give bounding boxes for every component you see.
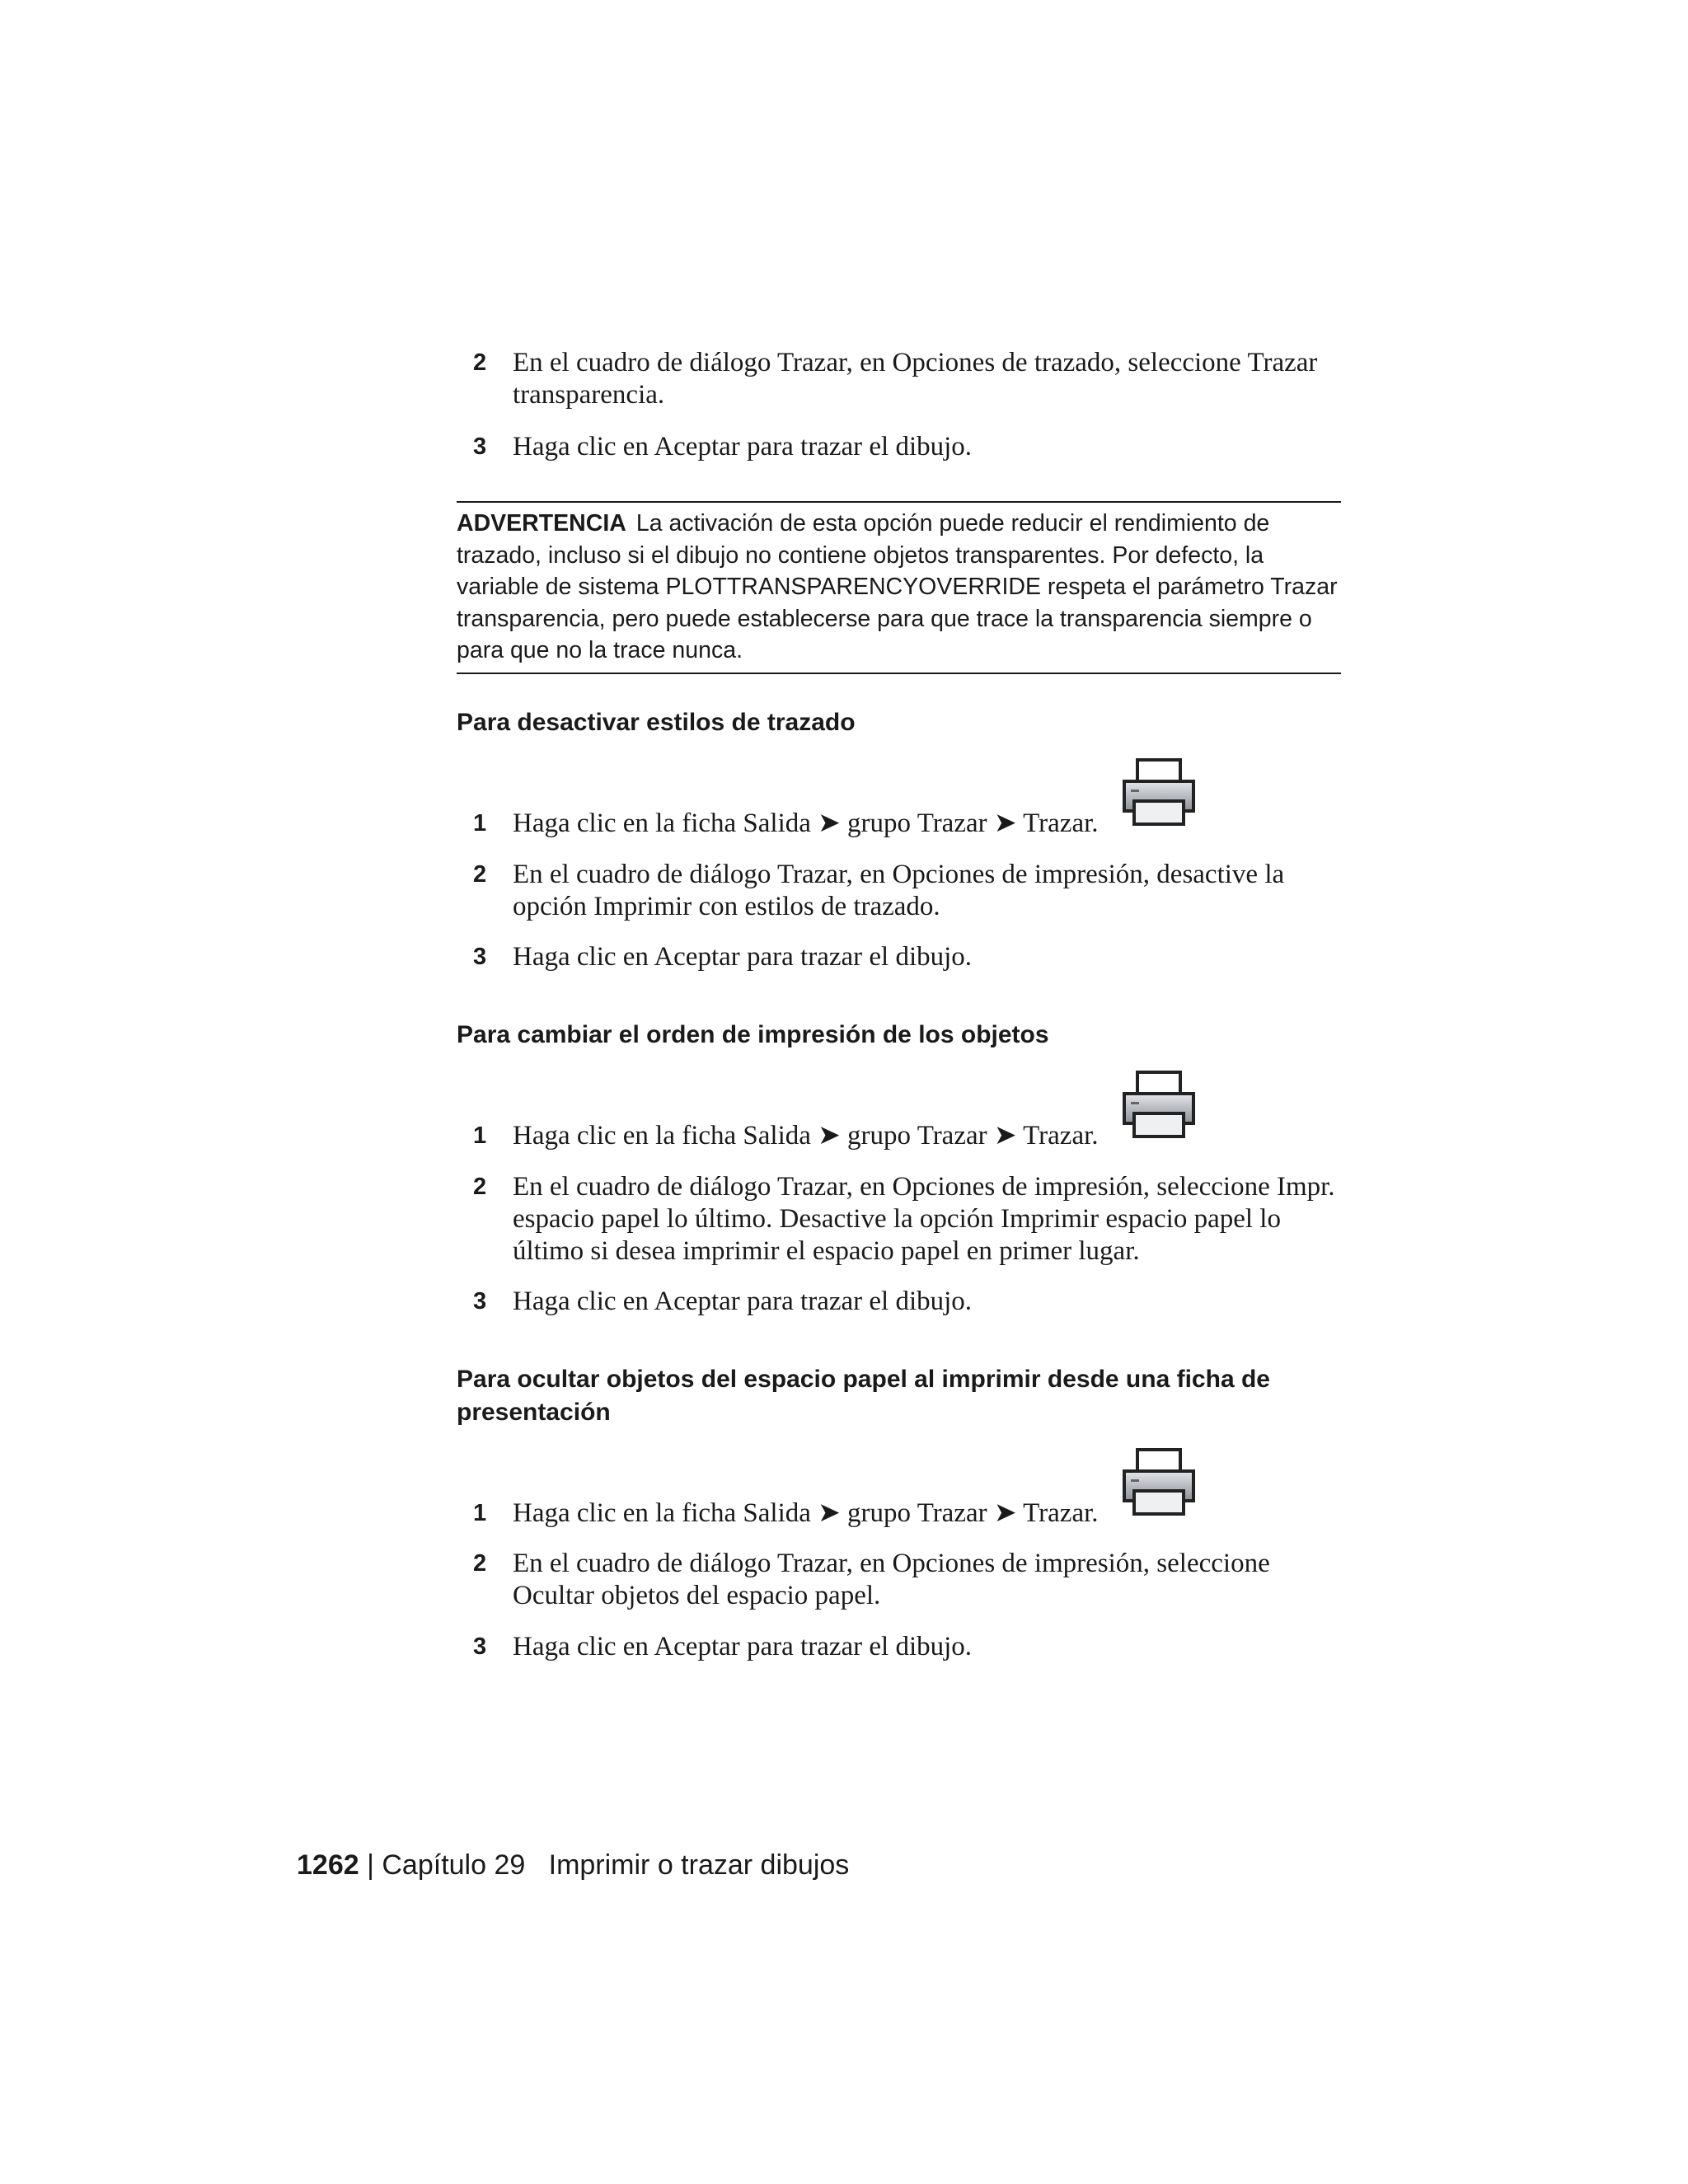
step-number: 2 (473, 349, 487, 376)
section-heading: Para ocultar objetos del espacio papel al imprimir desde una ficha de presentación (457, 1366, 1270, 1426)
step-text: Haga clic en Aceptar para trazar el dibujo. (513, 432, 973, 462)
step-text: Haga clic en la ficha Salida ➤ grupo Trazar ➤ Trazar. (513, 1121, 1099, 1151)
step-number: 3 (473, 1288, 487, 1315)
warning-note (457, 508, 1341, 667)
step-text: En el cuadro de diálogo Trazar, en Opciones de impresión, desactive la opción Imprimir con estilos de trazado. (513, 860, 1285, 921)
warning-top-rule (457, 501, 1341, 503)
step-number: 1 (473, 1122, 487, 1149)
chapter-label: Capítulo 29 (382, 1849, 526, 1881)
section-heading: Para desactivar estilos de trazado (457, 709, 856, 736)
step-number: 1 (473, 810, 487, 837)
step-text: Haga clic en la ficha Salida ➤ grupo Trazar ➤ Trazar. (513, 808, 1099, 838)
step-text: Haga clic en la ficha Salida ➤ grupo Trazar ➤ Trazar. (513, 1498, 1099, 1528)
step-text: Haga clic en Aceptar para trazar el dibujo. (513, 1286, 973, 1316)
step-text: En el cuadro de diálogo Trazar, en Opciones de trazado, seleccione Trazar transparencia. (513, 348, 1318, 410)
warning-bottom-rule (457, 673, 1341, 674)
step-text: Haga clic en Aceptar para trazar el dibujo. (513, 1632, 973, 1661)
warning-text: La activación de esta opción puede reducir el rendimiento de trazado, incluso si el dibujo no contiene objetos transparentes. Por defecto, la variable de sistema PLOTTRANSPARENCYOVERRIDE respeta el parámetro Trazar transparencia, pero puede establecerse para que trace la transparencia siempre o para que no la trace nunca. (457, 510, 1338, 664)
page-number: 1262 (297, 1849, 359, 1881)
step-text: En el cuadro de diálogo Trazar, en Opciones de impresión, seleccione Ocultar objetos del espacio papel. (513, 1549, 1270, 1610)
step-number: 2 (473, 1174, 487, 1200)
step-text: En el cuadro de diálogo Trazar, en Opciones de impresión, seleccione Impr. espacio papel lo último. Desactive la opción Imprimir espacio papel lo último si desea imprimir el espacio papel en primer lugar. (513, 1172, 1335, 1266)
footer-separator: | (359, 1849, 382, 1881)
step-number: 1 (473, 1500, 487, 1526)
section-heading: Para cambiar el orden de impresión de los objetos (457, 1021, 1049, 1048)
step-number: 3 (473, 1633, 487, 1660)
printer-icon (1121, 757, 1197, 827)
step-text: Haga clic en Aceptar para trazar el dibujo. (513, 942, 973, 972)
step-number: 3 (473, 944, 487, 970)
chapter-title: Imprimir o trazar dibujos (548, 1849, 850, 1881)
printer-icon (1121, 1069, 1197, 1140)
step-number: 2 (473, 861, 487, 888)
step-number: 3 (473, 434, 487, 460)
warning-label: ADVERTENCIA (457, 510, 626, 537)
printer-icon (1121, 1446, 1197, 1517)
step-number: 2 (473, 1550, 487, 1577)
page-footer (297, 1848, 849, 1882)
